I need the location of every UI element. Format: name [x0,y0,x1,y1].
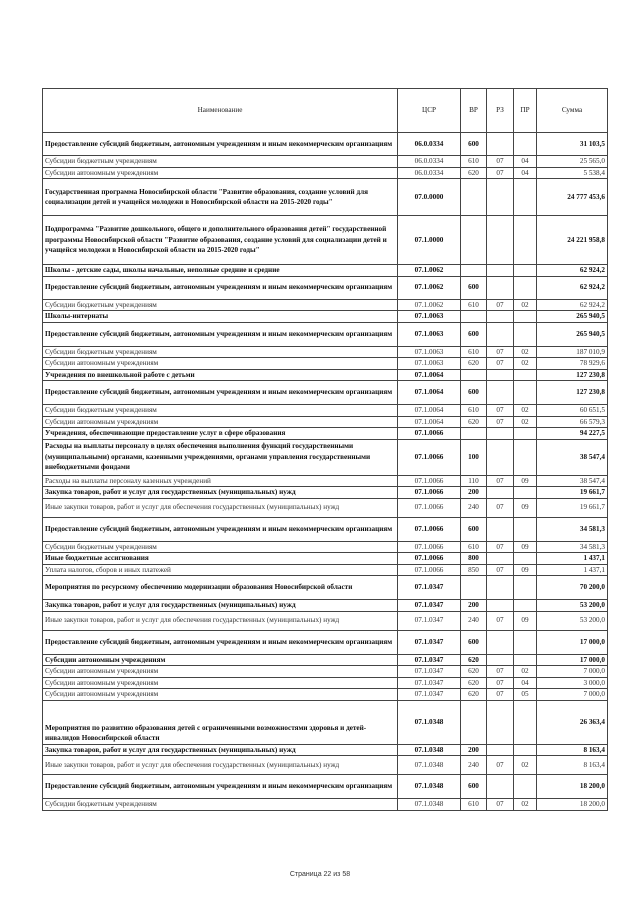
cell-csr: 07.1.0348 [398,744,461,756]
cell-pr [514,630,537,654]
cell-vr: 610 [461,541,487,553]
cell-rz [487,439,514,475]
cell-sum: 31 103,5 [537,133,608,156]
cell-vr [461,265,487,277]
cell-vr: 620 [461,677,487,689]
cell-csr: 07.1.0062 [398,276,461,299]
table-row [43,600,608,612]
cell-sum: 17 000,0 [537,654,608,666]
cell-name: Субсидии автономным учреждениям [43,677,398,689]
cell-pr [514,276,537,299]
cell-sum: 18 200,0 [537,799,608,811]
table-row [43,799,608,811]
cell-vr: 610 [461,799,487,811]
cell-vr: 620 [461,689,487,701]
cell-pr: 02 [514,756,537,775]
cell-csr: 07.1.0066 [398,541,461,553]
cell-csr: 07.1.0347 [398,677,461,689]
cell-name: Мероприятия по развитию образования детей с ограниченными возможностями здоровья и детей-инвалидов Новосибирской области [43,700,398,744]
cell-sum: 70 200,0 [537,576,608,600]
cell-pr [514,775,537,799]
cell-csr: 07.1.0066 [398,564,461,576]
cell-name: Субсидии автономным учреждениям [43,666,398,678]
cell-csr: 07.1.0347 [398,689,461,701]
cell-pr [514,216,537,265]
cell-rz: 07 [487,564,514,576]
budget-table [42,88,608,811]
cell-csr: 07.1.0347 [398,611,461,630]
cell-vr: 600 [461,775,487,799]
cell-pr: 02 [514,405,537,417]
cell-name: Субсидии бюджетным учреждениям [43,156,398,168]
cell-rz: 07 [487,611,514,630]
cell-rz: 07 [487,677,514,689]
cell-name: Мероприятия по ресурсному обеспечению модернизации образования Новосибирской области [43,576,398,600]
cell-vr: 620 [461,416,487,428]
cell-rz: 07 [487,416,514,428]
cell-csr: 07.1.0000 [398,216,461,265]
cell-pr [514,322,537,346]
cell-csr: 07.1.0066 [398,475,461,487]
cell-pr: 04 [514,167,537,179]
cell-rz [487,381,514,405]
cell-name: Закупка товаров, работ и услуг для государственных (муниципальных) нужд [43,600,398,612]
cell-rz [487,487,514,499]
cell-rz [487,133,514,156]
table-header-row [43,89,608,133]
cell-vr: 600 [461,276,487,299]
table-row [43,322,608,346]
cell-vr: 600 [461,630,487,654]
cell-pr [514,517,537,541]
cell-rz: 07 [487,666,514,678]
cell-vr: 610 [461,156,487,168]
cell-csr: 06.0.0334 [398,133,461,156]
cell-sum: 34 581,3 [537,517,608,541]
cell-pr [514,744,537,756]
cell-name: Иные закупки товаров, работ и услуг для обеспечения государственных (муниципальных) нужд [43,498,398,517]
cell-name: Субсидии автономным учреждениям [43,416,398,428]
cell-csr: 07.0.0000 [398,179,461,216]
header-name: Наименование [43,89,398,133]
cell-pr: 02 [514,799,537,811]
cell-pr [514,553,537,565]
cell-vr: 620 [461,654,487,666]
cell-pr [514,600,537,612]
table-row [43,744,608,756]
cell-pr [514,654,537,666]
cell-pr [514,369,537,381]
cell-name: Иные закупки товаров, работ и услуг для обеспечения государственных (муниципальных) нужд [43,611,398,630]
cell-vr: 800 [461,553,487,565]
cell-name: Закупка товаров, работ и услуг для государственных (муниципальных) нужд [43,487,398,499]
table-row [43,299,608,311]
cell-csr: 07.1.0063 [398,346,461,358]
cell-vr: 600 [461,133,487,156]
cell-vr [461,576,487,600]
cell-vr: 100 [461,439,487,475]
cell-vr: 240 [461,756,487,775]
cell-pr: 09 [514,475,537,487]
cell-vr: 200 [461,487,487,499]
table-row [43,666,608,678]
cell-csr: 06.0.0334 [398,167,461,179]
table-row [43,311,608,323]
table-row [43,156,608,168]
cell-csr: 07.1.0064 [398,405,461,417]
cell-sum: 94 227,5 [537,428,608,440]
cell-vr: 620 [461,666,487,678]
cell-vr: 240 [461,611,487,630]
cell-rz [487,600,514,612]
cell-name: Государственная программа Новосибирской области "Развитие образования, создание условий для социализации детей и учащейся молодежи в Новосибирской области на 2015-2020 годы" [43,179,398,216]
cell-sum: 78 929,6 [537,358,608,370]
cell-name: Субсидии автономным учреждениям [43,654,398,666]
table-row [43,439,608,475]
cell-name: Учреждения по внешкольной работе с детьми [43,369,398,381]
cell-sum: 17 000,0 [537,630,608,654]
table-row [43,369,608,381]
table-row [43,611,608,630]
cell-pr: 09 [514,498,537,517]
cell-name: Субсидии бюджетным учреждениям [43,799,398,811]
cell-sum: 3 000,0 [537,677,608,689]
cell-pr [514,439,537,475]
cell-name: Учреждения, обеспечивающие предоставление услуг в сфере образования [43,428,398,440]
table-row [43,475,608,487]
cell-vr [461,216,487,265]
cell-pr [514,487,537,499]
table-row [43,487,608,499]
cell-rz: 07 [487,799,514,811]
cell-sum: 53 200,0 [537,600,608,612]
cell-sum: 18 200,0 [537,775,608,799]
cell-pr: 02 [514,346,537,358]
cell-csr: 07.1.0066 [398,428,461,440]
cell-csr: 07.1.0347 [398,600,461,612]
table-row [43,677,608,689]
cell-vr: 240 [461,498,487,517]
cell-csr: 07.1.0347 [398,666,461,678]
cell-pr: 02 [514,666,537,678]
cell-rz: 07 [487,498,514,517]
cell-csr: 07.1.0348 [398,775,461,799]
cell-sum: 53 200,0 [537,611,608,630]
cell-rz [487,179,514,216]
cell-csr: 07.1.0063 [398,311,461,323]
cell-pr [514,381,537,405]
header-rz: РЗ [487,89,514,133]
cell-vr: 600 [461,381,487,405]
cell-pr: 04 [514,677,537,689]
cell-vr [461,311,487,323]
table-row [43,346,608,358]
cell-sum: 265 940,5 [537,322,608,346]
cell-rz [487,428,514,440]
cell-name: Субсидии автономным учреждениям [43,358,398,370]
cell-sum: 5 538,4 [537,167,608,179]
cell-sum: 127 230,8 [537,381,608,405]
table-row [43,265,608,277]
cell-vr: 610 [461,299,487,311]
cell-vr: 610 [461,346,487,358]
cell-rz: 07 [487,358,514,370]
cell-csr: 07.1.0063 [398,322,461,346]
table-row [43,517,608,541]
cell-vr: 600 [461,322,487,346]
header-csr: ЦСР [398,89,461,133]
cell-vr: 620 [461,167,487,179]
cell-pr: 09 [514,564,537,576]
cell-pr [514,576,537,600]
cell-rz [487,216,514,265]
cell-csr: 07.1.0066 [398,553,461,565]
cell-rz: 07 [487,541,514,553]
cell-vr: 850 [461,564,487,576]
cell-csr: 07.1.0063 [398,358,461,370]
cell-name: Предоставление субсидий бюджетным, автономным учреждениям и иным некоммерческим организациям [43,381,398,405]
table-row [43,416,608,428]
cell-name: Субсидии бюджетным учреждениям [43,346,398,358]
cell-csr: 07.1.0348 [398,700,461,744]
cell-name: Предоставление субсидий бюджетным, автономным учреждениям и иным некоммерческим организациям [43,630,398,654]
cell-name: Расходы на выплаты персоналу в целях обеспечения выполнения функций государственными (муниципальными) органами, казенными учреждениями, органами управления государственными внебюджетными фондами [43,439,398,475]
cell-pr [514,179,537,216]
cell-rz [487,517,514,541]
cell-pr: 04 [514,156,537,168]
cell-pr [514,265,537,277]
cell-name: Подпрограмма "Развитие дошкольного, общего и дополнительного образования детей" государственной программы Новосибирской области "Развитие образования, создание условий для социализации детей и учащейся молодежи в Новосибирской области на 2015-2020 годы" [43,216,398,265]
cell-sum: 8 163,4 [537,744,608,756]
cell-pr [514,311,537,323]
table-row [43,358,608,370]
cell-rz: 07 [487,299,514,311]
cell-sum: 62 924,2 [537,276,608,299]
cell-sum: 19 661,7 [537,498,608,517]
cell-rz [487,744,514,756]
cell-sum: 187 010,9 [537,346,608,358]
table-row [43,405,608,417]
cell-rz [487,265,514,277]
cell-name: Школы-интернаты [43,311,398,323]
cell-rz: 07 [487,346,514,358]
cell-sum: 8 163,4 [537,756,608,775]
cell-csr: 07.1.0066 [398,517,461,541]
cell-rz [487,700,514,744]
cell-name: Иные бюджетные ассигнования [43,553,398,565]
cell-vr [461,428,487,440]
cell-sum: 127 230,8 [537,369,608,381]
cell-pr: 02 [514,416,537,428]
cell-vr: 600 [461,517,487,541]
cell-csr: 07.1.0347 [398,630,461,654]
cell-sum: 7 000,0 [537,666,608,678]
cell-name: Предоставление субсидий бюджетным, автономным учреждениям и иным некоммерческим организациям [43,517,398,541]
cell-rz [487,276,514,299]
cell-sum: 24 777 453,6 [537,179,608,216]
cell-sum: 38 547,4 [537,475,608,487]
cell-pr [514,133,537,156]
cell-sum: 7 000,0 [537,689,608,701]
page-number: Страница 22 из 58 [289,871,351,878]
cell-name: Субсидии автономным учреждениям [43,167,398,179]
cell-csr: 07.1.0062 [398,299,461,311]
cell-pr: 02 [514,299,537,311]
cell-rz [487,576,514,600]
table-row [43,654,608,666]
cell-vr: 620 [461,358,487,370]
cell-sum: 265 940,5 [537,311,608,323]
cell-csr: 06.0.0334 [398,156,461,168]
cell-csr: 07.1.0066 [398,498,461,517]
cell-name: Предоставление субсидий бюджетным, автономным учреждениям и иным некоммерческим организациям [43,276,398,299]
cell-sum: 25 565,0 [537,156,608,168]
cell-sum: 66 579,3 [537,416,608,428]
cell-vr: 200 [461,744,487,756]
table-row [43,689,608,701]
cell-pr [514,428,537,440]
table-row [43,630,608,654]
cell-name: Школы - детские сады, школы начальные, неполные средние и средние [43,265,398,277]
cell-name: Субсидии бюджетным учреждениям [43,299,398,311]
cell-vr [461,369,487,381]
cell-rz [487,654,514,666]
table-row [43,216,608,265]
cell-sum: 62 924,2 [537,265,608,277]
cell-csr: 07.1.0347 [398,654,461,666]
cell-pr: 09 [514,541,537,553]
table-row [43,775,608,799]
table-row [43,700,608,744]
cell-name: Расходы на выплаты персоналу казенных учреждений [43,475,398,487]
cell-sum: 62 924,2 [537,299,608,311]
cell-sum: 19 661,7 [537,487,608,499]
cell-name: Субсидии автономным учреждениям [43,689,398,701]
table-row [43,276,608,299]
cell-sum: 38 547,4 [537,439,608,475]
cell-name: Предоставление субсидий бюджетным, автономным учреждениям и иным некоммерческим организациям [43,322,398,346]
table-row [43,541,608,553]
cell-sum: 60 651,5 [537,405,608,417]
cell-pr: 05 [514,689,537,701]
cell-rz [487,322,514,346]
cell-csr: 07.1.0347 [398,576,461,600]
table-row [43,179,608,216]
cell-vr [461,700,487,744]
table-row [43,576,608,600]
table-row [43,553,608,565]
cell-name: Предоставление субсидий бюджетным, автономным учреждениям и иным некоммерческим организациям [43,775,398,799]
cell-csr: 07.1.0064 [398,369,461,381]
cell-sum: 26 363,4 [537,700,608,744]
cell-rz [487,553,514,565]
cell-name: Уплата налогов, сборов и иных платежей [43,564,398,576]
cell-rz: 07 [487,156,514,168]
cell-rz: 07 [487,756,514,775]
cell-pr [514,700,537,744]
table-row [43,428,608,440]
cell-vr [461,179,487,216]
cell-name: Иные закупки товаров, работ и услуг для обеспечения государственных (муниципальных) нужд [43,756,398,775]
cell-csr: 07.1.0064 [398,381,461,405]
cell-sum: 1 437,1 [537,553,608,565]
cell-vr: 110 [461,475,487,487]
cell-sum: 1 437,1 [537,564,608,576]
cell-rz [487,369,514,381]
cell-rz [487,775,514,799]
cell-csr: 07.1.0066 [398,487,461,499]
header-sum: Сумма [537,89,608,133]
cell-csr: 07.1.0064 [398,416,461,428]
cell-name: Закупка товаров, работ и услуг для государственных (муниципальных) нужд [43,744,398,756]
cell-pr: 09 [514,611,537,630]
cell-rz: 07 [487,689,514,701]
header-vr: ВР [461,89,487,133]
cell-csr: 07.1.0348 [398,799,461,811]
cell-name: Субсидии бюджетным учреждениям [43,541,398,553]
cell-name: Субсидии бюджетным учреждениям [43,405,398,417]
cell-rz: 07 [487,475,514,487]
cell-sum: 34 581,3 [537,541,608,553]
cell-vr: 610 [461,405,487,417]
table-row [43,564,608,576]
table-row [43,498,608,517]
header-pr: ПР [514,89,537,133]
cell-rz: 07 [487,405,514,417]
cell-rz [487,311,514,323]
cell-pr: 02 [514,358,537,370]
cell-name: Предоставление субсидий бюджетным, автономным учреждениям и иным некоммерческим организациям [43,133,398,156]
cell-rz [487,630,514,654]
cell-rz: 07 [487,167,514,179]
table-row [43,756,608,775]
cell-vr: 200 [461,600,487,612]
cell-sum: 24 221 958,8 [537,216,608,265]
table-body [43,133,608,811]
table-row [43,133,608,156]
cell-csr: 07.1.0066 [398,439,461,475]
table-row [43,167,608,179]
table-row [43,381,608,405]
cell-csr: 07.1.0062 [398,265,461,277]
cell-csr: 07.1.0348 [398,756,461,775]
